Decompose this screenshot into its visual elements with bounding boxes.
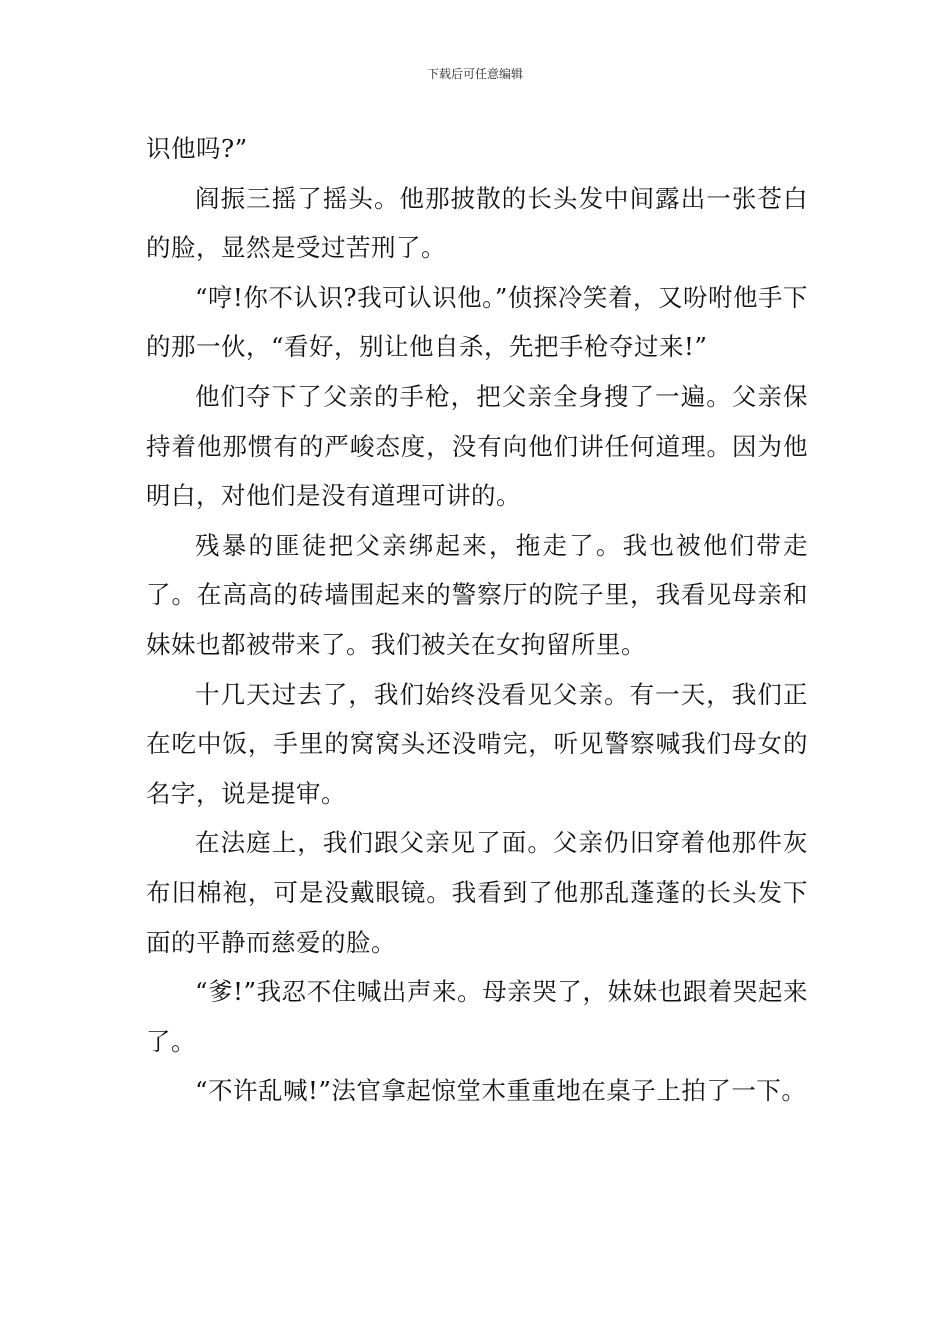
page-header: 下载后可任意编辑 — [426, 67, 523, 81]
paragraph-7: 在法庭上，我们跟父亲见了面。父亲仍旧穿着他那件灰布旧棉袍，可是没戴眼镜。我看到了他那乱蓬蓬的长头发下面的平静而慈爱的脸。 — [146, 828, 808, 957]
paragraph-5: 残暴的匪徒把父亲绑起来，拖走了。我也被他们带走了。在高高的砖墙围起来的警察厅的院子里，我看见母亲和妹妹也都被带来了。我们被关在女拘留所里。 — [146, 530, 808, 659]
paragraph-9: “不许乱喊!”法官拿起惊堂木重重地在桌子上拍了一下。 — [195, 1076, 807, 1106]
body-text — [146, 124, 808, 1116]
paragraph-2: 阎振三摇了摇头。他那披散的长头发中间露出一张苍白的脸，显然是受过苦刑了。 — [146, 183, 808, 263]
paragraph-8: “爹!”我忍不住喊出声来。母亲哭了，妹妹也跟着哭起来了。 — [146, 977, 808, 1056]
paragraph-1: 识他吗?” — [146, 134, 248, 163]
paragraph-3: “哼!你不认识?我可认识他。”侦探冷笑着，又吩咐他手下的那一伙，“看好，别让他自杀，先把手枪夺过来!” — [146, 282, 808, 362]
paragraph-4: 他们夺下了父亲的手枪，把父亲全身搜了一遍。父亲保持着他那惯有的严峻态度，没有向他们讲任何道理。因为他明白，对他们是没有道理可讲的。 — [146, 381, 808, 511]
paragraph-6: 十几天过去了，我们始终没看见父亲。有一天，我们正在吃中饭，手里的窝窝头还没啃完，听见警察喊我们母女的名字，说是提审。 — [146, 679, 808, 808]
